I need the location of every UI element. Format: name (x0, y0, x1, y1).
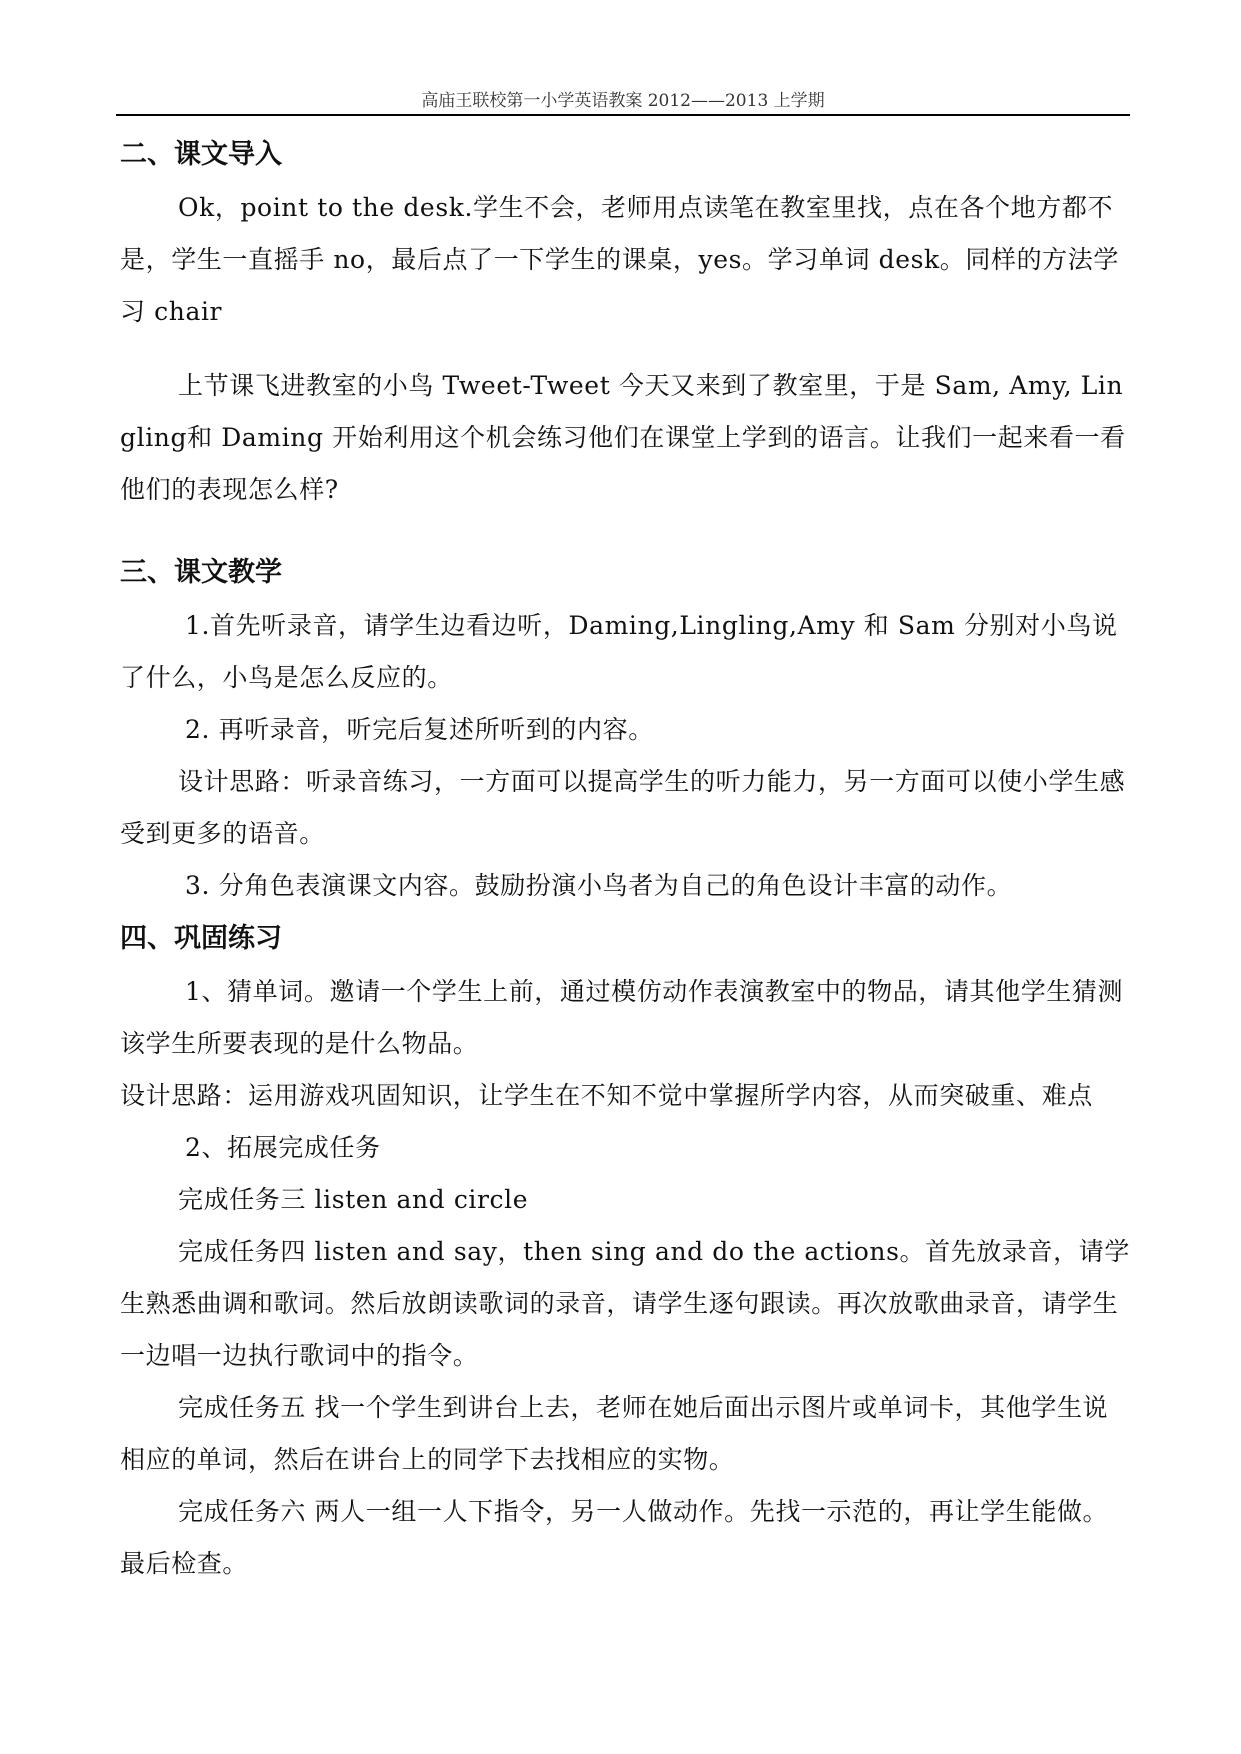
teaching-step-2: 2. 再听录音，听完后复述所听到的内容。 (185, 715, 654, 744)
section-heading-practice: 四、巩固练习 (120, 923, 282, 954)
section-heading-intro: 二、课文导入 (120, 139, 282, 170)
running-header: 高庙王联校第一小学英语教案 2012——2013 上学期 (421, 91, 825, 111)
teaching-step-1: 1.首先听录音，请学生边看边听，Daming,Lingling,Amy 和 Sam 分别对小鸟说了什么，小鸟是怎么反应的。 (120, 611, 1118, 692)
task-5: 完成任务五 找一个学生到讲台上去，老师在她后面出示图片或单词卡，其他学生说相应的单词，然后在讲台上的同学下去找相应的实物。 (120, 1393, 1109, 1474)
task-3: 完成任务三 listen and circle (178, 1185, 529, 1214)
intro-paragraph-2: 上节课飞进教室的小鸟 Tweet-Tweet 今天又来到了教室里，于是 Sam, Amy, Lingling和 Daming 开始利用这个机会练习他们在课堂上学到的语言。让我们一起来看一看他们的表现怎么样? (120, 371, 1126, 504)
section-heading-teaching: 三、课文教学 (120, 557, 282, 588)
intro-paragraph-1: Ok，point to the desk.学生不会，老师用点读笔在教室里找，点在各个地方都不是，学生一直摇手 no，最后点了一下学生的课桌，yes。学习单词 desk。同样的方法学习 chair (120, 193, 1119, 326)
document-body (120, 128, 1130, 1590)
teaching-design-note: 设计思路：听录音练习，一方面可以提高学生的听力能力，另一方面可以使小学生感受到更多的语音。 (120, 767, 1126, 848)
header-rule (116, 114, 1130, 116)
practice-item-2: 2、拓展完成任务 (185, 1133, 381, 1162)
practice-design-note: 设计思路：运用游戏巩固知识，让学生在不知不觉中掌握所学内容，从而突破重、难点 (120, 1081, 1093, 1110)
task-4: 完成任务四 listen and say，then sing and do the actions。首先放录音，请学生熟悉曲调和歌词。然后放朗读歌词的录音，请学生逐句跟读。再次放歌曲录音，请学生一边唱一边执行歌词中的指令。 (120, 1237, 1130, 1370)
task-6: 完成任务六 两人一组一人下指令，另一人做动作。先找一示范的，再让学生能做。最后检查。 (120, 1497, 1109, 1578)
practice-item-1: 1、猜单词。邀请一个学生上前，通过模仿动作表演教室中的物品，请其他学生猜测该学生所要表现的是什么物品。 (120, 977, 1124, 1058)
teaching-step-3: 3. 分角色表演课文内容。鼓励扮演小鸟者为自己的角色设计丰富的动作。 (185, 871, 1013, 900)
